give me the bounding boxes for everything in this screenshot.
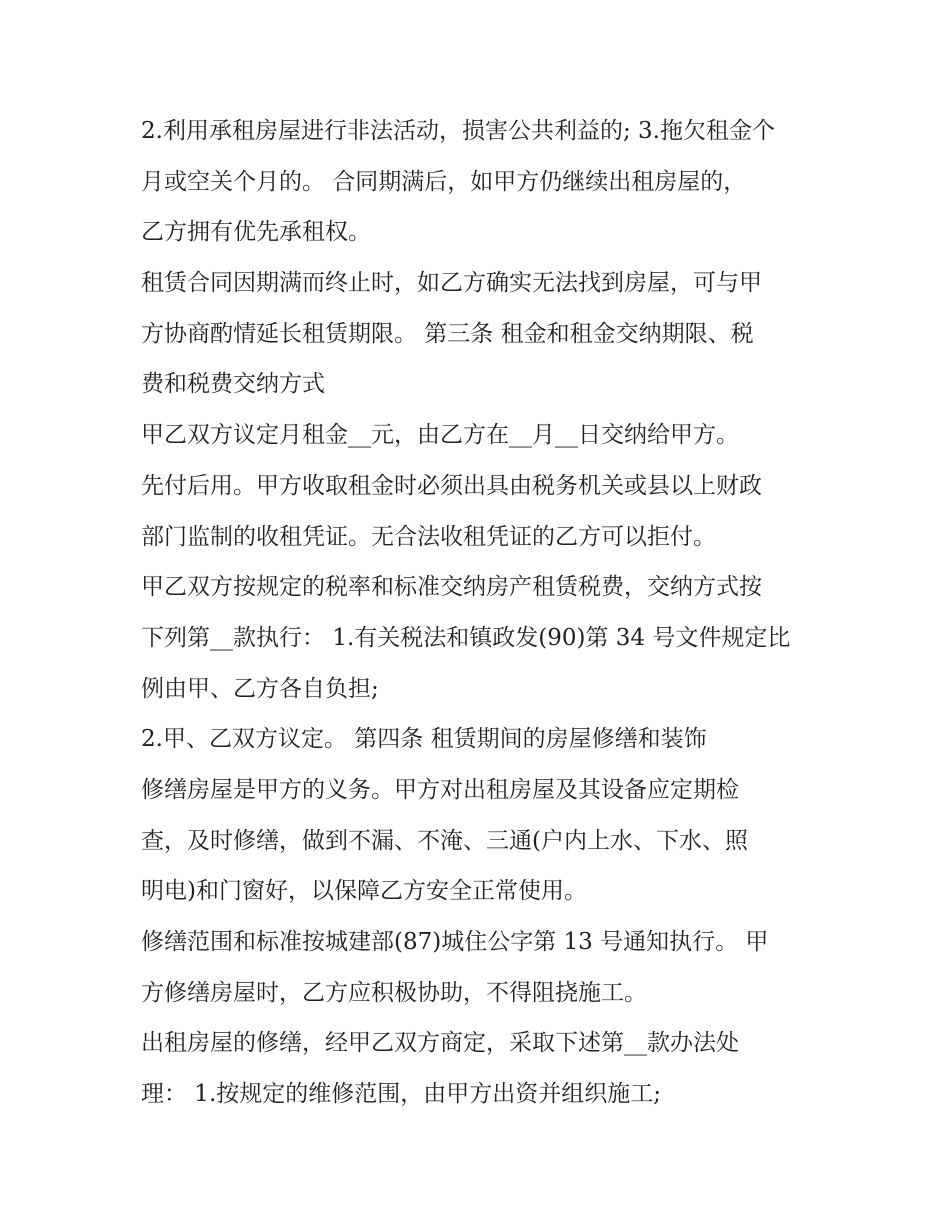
text-line-7: 甲乙双方议定月租金__元，由乙方在__月__日交纳给甲方。 bbox=[141, 422, 739, 449]
text-line-18: 方修缮房屋时，乙方应积极协助，不得阻挠施工。 bbox=[141, 979, 647, 1006]
text-line-14: 修缮房屋是甲方的义务。甲方对出租房屋及其设备应定期检 bbox=[141, 776, 739, 803]
text-line-15: 查，及时修缮，做到不漏、不淹、三通(户内上水、下水、照 bbox=[141, 827, 748, 854]
text-line-8: 先付后用。甲方收取租金时必须出具由税务机关或县以上财政 bbox=[141, 472, 762, 499]
text-line-4: 租赁合同因期满而终止时，如乙方确实无法找到房屋，可与甲 bbox=[141, 270, 762, 297]
text-line-19: 出租房屋的修缮，经甲乙双方商定，采取下述第__款办法处 bbox=[141, 1030, 739, 1057]
text-line-9: 部门监制的收租凭证。无合法收租凭证的乙方可以拒付。 bbox=[141, 523, 716, 550]
text-line-12: 例由甲、乙方各自负担; bbox=[141, 675, 379, 702]
text-line-20: 理： 1.按规定的维修范围，由甲方出资并组织施工; bbox=[141, 1081, 662, 1108]
text-line-6: 费和税费交纳方式 bbox=[141, 371, 325, 398]
text-line-2: 月或空关个月的。 合同期满后，如甲方仍继续出租房屋的， bbox=[141, 168, 747, 195]
text-line-3: 乙方拥有优先承租权。 bbox=[141, 219, 371, 246]
text-line-16: 明电)和门窗好，以保障乙方安全正常使用。 bbox=[141, 878, 587, 905]
text-line-1: 2.利用承租房屋进行非法活动，损害公共利益的; 3.拖欠租金个 bbox=[141, 118, 775, 144]
text-line-17: 修缮范围和标准按城建部(87)城住公字第 13 号通知执行。 甲 bbox=[141, 929, 769, 955]
text-line-5: 方协商酌情延长租赁期限。 第三条 租金和租金交纳期限、税 bbox=[141, 320, 754, 347]
text-line-11: 下列第__款执行： 1.有关税法和镇政发(90)第 34 号文件规定比 bbox=[141, 624, 791, 651]
document-body bbox=[141, 106, 821, 1120]
text-line-10: 甲乙双方按规定的税率和标准交纳房产租赁税费，交纳方式按 bbox=[141, 574, 762, 601]
text-line-13: 2.甲、乙双方议定。 第四条 租赁期间的房屋修缮和装饰 bbox=[141, 726, 707, 753]
